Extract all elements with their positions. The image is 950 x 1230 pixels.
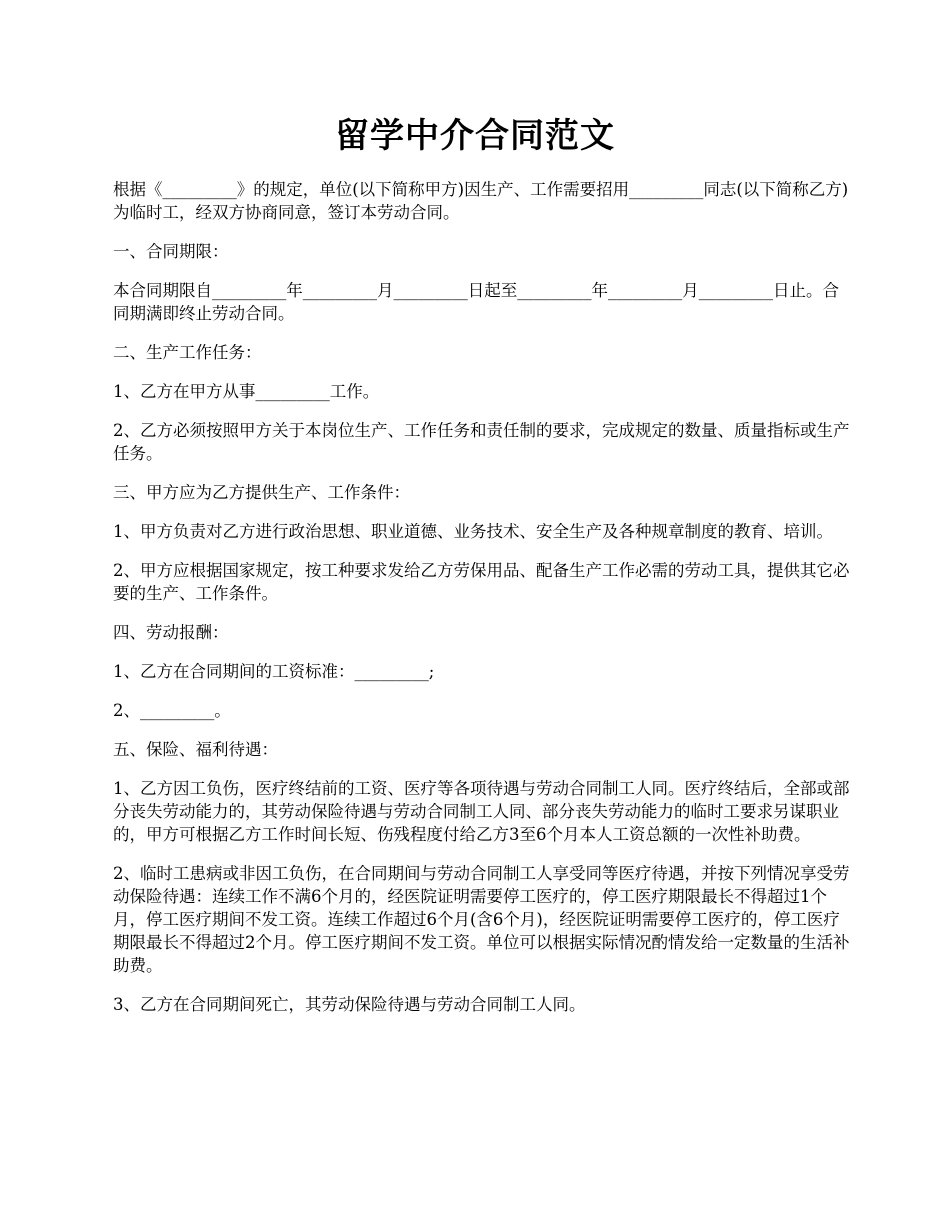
section-heading-term: 一、合同期限： [113,242,229,261]
paragraph-term: 本合同期限自_________年_________月_________日起至_________年_________月_________日止。合同期满即终止劳动合同。 [113,281,839,323]
section-heading-insurance: 五、保险、福利待遇： [113,740,278,759]
paragraph-insurance-1: 1、乙方因工负伤，医疗终结前的工资、医疗等各项待遇与劳动合同制工人同。医疗终结后，全部或部分丧失劳动能力的，其劳动保险待遇与劳动合同制工人同、部分丧失劳动能力的临时工要求另谋职业的，甲方可根据乙方工作时间长短、伤残程度付给乙方3至6个月本人工资总额的一次性补助费。 [113,779,850,844]
paragraph-tasks-2: 2、乙方必须按照甲方关于本岗位生产、工作任务和责任制的要求，完成规定的数量、质量指标或生产任务。 [113,421,850,463]
paragraph-tasks-1: 1、乙方在甲方从事_________工作。 [113,382,380,401]
paragraph-pay-2: 2、_________。 [113,701,231,720]
section-heading-pay: 四、劳动报酬： [113,623,229,642]
paragraph-pay-1: 1、乙方在合同期间的工资标准：_________; [113,662,435,681]
section-heading-tasks: 二、生产工作任务： [113,343,262,362]
paragraph-conditions-1: 1、甲方负责对乙方进行政治思想、职业道德、业务技术、安全生产及各种规章制度的教育、培训。 [113,522,833,541]
section-heading-conditions: 三、甲方应为乙方提供生产、工作条件： [113,483,410,502]
document-body [113,178,855,1032]
paragraph-insurance-2: 2、临时工患病或非因工负伤，在合同期间与劳动合同制工人享受同等医疗待遇，并按下列情况享受劳动保险待遇：连续工作不满6个月的，经医院证明需要停工医疗的，停工医疗期限最长不得超过1个月，停工医疗期间不发工资。连续工作超过6个月(含6个月)，经医院证明需要停工医疗的，停工医疗期限最长不得超过2个月。停工医疗期间不发工资。单位可以根据实际情况酌情发给一定数量的生活补助费。 [113,864,850,975]
paragraph-conditions-2: 2、甲方应根据国家规定，按工种要求发给乙方劳保用品、配备生产工作必需的劳动工具，提供其它必要的生产、工作条件。 [113,561,850,603]
document-title: 留学中介合同范文 [335,116,615,156]
paragraph-insurance-3: 3、乙方在合同期间死亡，其劳动保险待遇与劳动合同制工人同。 [113,995,586,1014]
paragraph-intro: 根据《_________》的规定，单位(以下简称甲方)因生产、工作需要招用_________同志(以下简称乙方)为临时工，经双方协商同意，签订本劳动合同。 [113,180,849,222]
